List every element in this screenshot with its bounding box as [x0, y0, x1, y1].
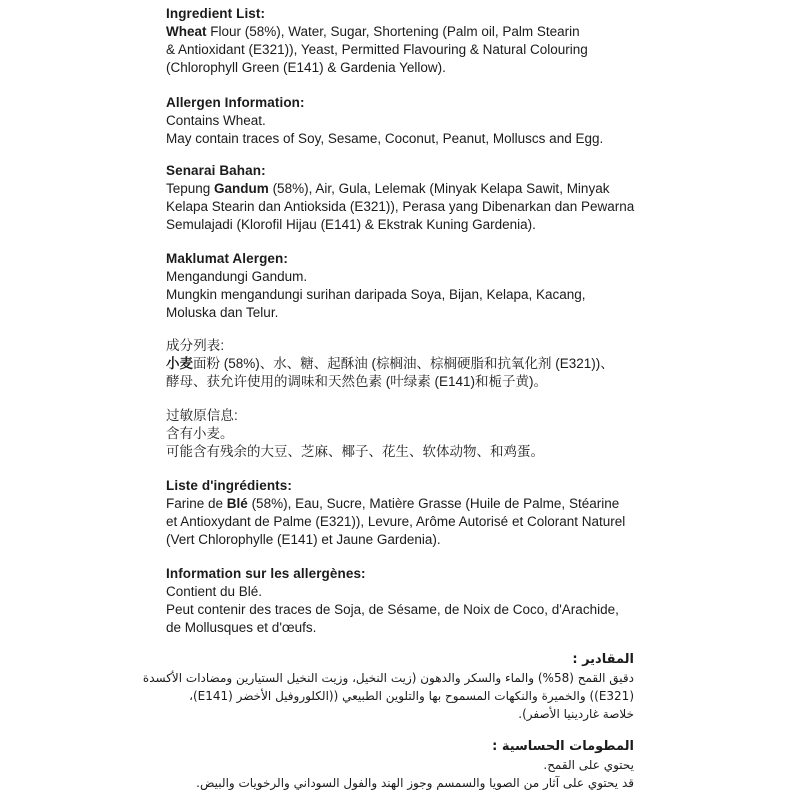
malay-ingredients-text — [166, 180, 666, 234]
chinese-ingredients-heading: 成分列表: — [166, 338, 225, 353]
malay-ingredients-section — [166, 162, 666, 234]
chinese-allergen-line-2: 可能含有残余的大豆、芝麻、椰子、花生、软体动物、和鸡蛋。 — [166, 444, 544, 459]
french-allergen-section — [166, 565, 666, 637]
arabic-ingredients-line-3: خلاصة غاردينيا الأصفر). — [518, 707, 634, 721]
chinese-allergen-section — [166, 407, 666, 461]
english-allergen-text — [166, 112, 666, 148]
french-allergen-line-3: de Mollusques et d'œufs. — [166, 620, 317, 635]
malay-allergen-word: Gandum — [214, 181, 269, 196]
arabic-ingredients-section — [142, 651, 634, 723]
malay-allergen-heading: Maklumat Alergen: — [166, 251, 288, 266]
arabic-allergen-line-2: قد يحتوي على آثار من الصويا والسمسم وجوز الهند والفول السوداني والرخويات والبيض. — [196, 776, 634, 790]
malay-allergen-text — [166, 268, 666, 322]
english-ingredients-line-1-rest: Flour (58%), Water, Sugar, Shortening (Palm oil, Palm Stearin — [206, 24, 580, 39]
malay-ingredients-line-2: Kelapa Stearin dan Antioksida (E321)), Perasa yang Dibenarkan dan Pewarna — [166, 199, 635, 214]
arabic-allergen-line-1: يحتوي على القمح. — [543, 758, 634, 772]
french-ingredients-text — [166, 495, 666, 549]
chinese-ingredients-line-1-rest: 面粉 (58%)、水、糖、起酥油 (棕榈油、棕榈硬脂和抗氧化剂 (E321))、 — [193, 356, 614, 371]
malay-allergen-section — [166, 250, 666, 322]
french-allergen-text — [166, 583, 666, 637]
english-ingredients-line-2: & Antioxidant (E321)), Yeast, Permitted Flavouring & Natural Colouring — [166, 42, 588, 57]
english-ingredients-section — [166, 5, 666, 77]
french-ingredients-section — [166, 477, 666, 549]
french-ingredients-line-2: et Antioxydant de Palme (E321)), Levure, Arôme Autorisé et Colorant Naturel — [166, 514, 626, 529]
malay-allergen-line-2: Mungkin mengandungi surihan daripada Soya, Bijan, Kelapa, Kacang, — [166, 287, 586, 302]
french-ingredients-line-1-pre: Farine de — [166, 496, 227, 511]
english-allergen-heading: Allergen Information: — [166, 95, 305, 110]
arabic-ingredients-heading: المقادير : — [572, 652, 634, 667]
english-ingredients-line-1 — [166, 23, 666, 41]
arabic-ingredients-text — [142, 669, 634, 723]
arabic-ingredients-line-1: دقيق القمح (58%) والماء والسكر والدهون (زيت النخيل، وزيت النخيل الستيارين ومضادات الأكسدة — [142, 671, 634, 685]
english-allergen-section — [166, 94, 666, 148]
english-allergen-line-1: Contains Wheat. — [166, 113, 266, 128]
chinese-allergen-word: 小麦 — [166, 356, 193, 371]
french-allergen-word: Blé — [226, 496, 248, 511]
malay-allergen-line-1: Mengandungi Gandum. — [166, 269, 308, 284]
french-allergen-heading: Information sur les allergènes: — [166, 566, 366, 581]
chinese-ingredients-line-2: 酵母、获允许使用的调味和天然色素 (叶绿素 (E141)和栀子黄)。 — [166, 374, 548, 389]
english-ingredients-text — [166, 23, 666, 77]
arabic-ingredients-line-2: (E321)) والخميرة والنكهات المسموح بها والتلوين الطبيعي ((الكلوروفيل الأخضر (E141)، — [189, 689, 634, 703]
chinese-ingredients-line-1 — [166, 355, 666, 373]
malay-ingredients-line-1 — [166, 180, 666, 198]
english-allergen-line-2: May contain traces of Soy, Sesame, Coconut, Peanut, Molluscs and Egg. — [166, 131, 604, 146]
french-ingredients-heading: Liste d'ingrédients: — [166, 478, 292, 493]
chinese-allergen-line-1: 含有小麦。 — [166, 426, 234, 441]
french-allergen-line-2: Peut contenir des traces de Soja, de Sésame, de Noix de Coco, d'Arachide, — [166, 602, 619, 617]
english-ingredients-line-3: (Chlorophyll Green (E141) & Gardenia Yellow). — [166, 60, 446, 75]
chinese-ingredients-text — [166, 355, 666, 391]
malay-ingredients-line-1-pre: Tepung — [166, 181, 215, 196]
french-allergen-line-1: Contient du Blé. — [166, 584, 263, 599]
french-ingredients-line-1 — [166, 495, 666, 513]
malay-allergen-line-3: Moluska dan Telur. — [166, 305, 279, 320]
arabic-allergen-section — [150, 738, 634, 792]
chinese-allergen-text — [166, 425, 666, 461]
arabic-allergen-heading: المطومات الحساسية : — [492, 739, 634, 754]
french-ingredients-line-1-rest: (58%), Eau, Sucre, Matière Grasse (Huile de Palme, Stéarine — [247, 496, 620, 511]
arabic-allergen-text — [150, 756, 634, 792]
english-allergen-word: Wheat — [166, 24, 207, 39]
chinese-allergen-heading: 过敏原信息: — [166, 408, 238, 423]
malay-ingredients-line-1-rest: (58%), Air, Gula, Lelemak (Minyak Kelapa Sawit, Minyak — [268, 181, 610, 196]
malay-ingredients-line-3: Semulajadi (Klorofil Hijau (E141) & Ekstrak Kuning Gardenia). — [166, 217, 536, 232]
english-ingredients-heading: Ingredient List: — [166, 6, 266, 21]
french-ingredients-line-3: (Vert Chlorophylle (E141) et Jaune Gardenia). — [166, 532, 441, 547]
chinese-ingredients-section — [166, 337, 666, 391]
malay-ingredients-heading: Senarai Bahan: — [166, 163, 266, 178]
